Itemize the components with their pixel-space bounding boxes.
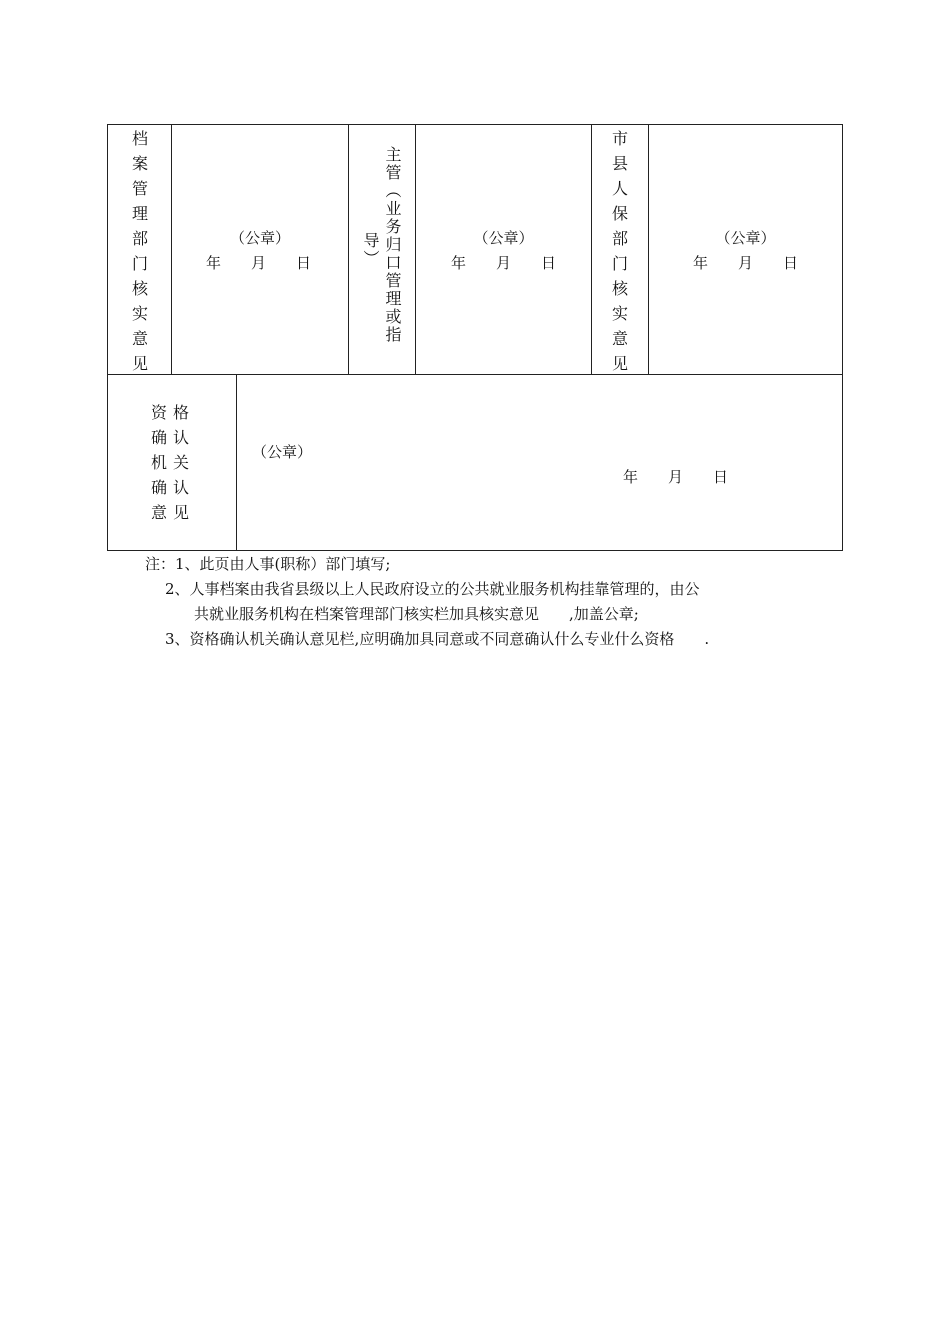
- supervisor-opinion-label-line2: 导）: [361, 232, 380, 268]
- archive-dept-opinion-label: [130, 126, 150, 376]
- label-char: 县: [611, 154, 628, 173]
- note-2-line-2: 共就业服务机构在档案管理部门核实栏加具核实意见 ,加盖公章;: [194, 605, 639, 623]
- label-char: 认: [172, 428, 189, 447]
- note-1: 注：1、此页由人事(职称）部门填写;: [145, 555, 391, 573]
- row1-divider-4: [591, 124, 592, 375]
- row1-divider-2: [348, 124, 349, 375]
- date-archive-dept: 年 月 日: [206, 254, 312, 272]
- city-county-hr-opinion-label: [610, 126, 630, 376]
- table-row-divider: [107, 374, 843, 375]
- table-right-border: [842, 124, 843, 551]
- row1-divider-3: [415, 124, 416, 375]
- label-char: 部: [611, 229, 628, 248]
- label-char: 确: [150, 428, 167, 447]
- qualification-confirm-opinion-label: [148, 401, 192, 524]
- label-char: 实: [131, 304, 148, 323]
- seal-city-county-hr: （公章）: [715, 229, 776, 247]
- table-bottom-border: [107, 550, 843, 551]
- label-char: 意: [611, 329, 628, 348]
- label-char: 市: [611, 129, 628, 148]
- label-char: 确: [150, 478, 167, 497]
- note-2-line-1: 2、人事档案由我省县级以上人民政府设立的公共就业服务机构挂靠管理的，由公: [165, 580, 700, 598]
- label-char: 人: [611, 179, 628, 198]
- label-char: 档: [131, 129, 148, 148]
- date-supervisor: 年 月 日: [451, 254, 557, 272]
- row1-divider-1: [171, 124, 172, 375]
- label-char: 保: [611, 204, 628, 223]
- date-city-county-hr: 年 月 日: [693, 254, 799, 272]
- label-char: 机: [150, 453, 167, 472]
- table-left-border: [107, 124, 108, 551]
- row1-divider-5: [648, 124, 649, 375]
- label-char: 见: [611, 354, 628, 373]
- seal-supervisor: （公章）: [473, 229, 534, 247]
- label-char: 实: [611, 304, 628, 323]
- seal-qualification-confirm: （公章）: [252, 443, 313, 461]
- label-char: 意: [150, 503, 167, 522]
- label-char: 意: [131, 329, 148, 348]
- label-char: 资: [150, 403, 167, 422]
- supervisor-opinion-label-line1: 主管（业务归口管理或指: [383, 146, 402, 344]
- label-char: 格: [172, 403, 189, 422]
- label-char: 见: [131, 354, 148, 373]
- label-char: 理: [131, 204, 148, 223]
- label-char: 案: [131, 154, 148, 173]
- label-char: 认: [172, 478, 189, 497]
- label-char: 门: [131, 254, 148, 273]
- label-char: 门: [611, 254, 628, 273]
- label-char: 核: [131, 279, 148, 298]
- seal-archive-dept: （公章）: [229, 229, 290, 247]
- label-char: 关: [172, 453, 189, 472]
- note-3: 3、资格确认机关确认意见栏,应明确加具同意或不同意确认什么专业什么资格 .: [165, 630, 710, 648]
- row2-divider: [236, 374, 237, 551]
- label-char: 见: [172, 503, 189, 522]
- label-char: 部: [131, 229, 148, 248]
- label-char: 管: [131, 179, 148, 198]
- date-qualification-confirm: 年 月 日: [623, 468, 729, 486]
- label-char: 核: [611, 279, 628, 298]
- table-top-border: [107, 124, 843, 125]
